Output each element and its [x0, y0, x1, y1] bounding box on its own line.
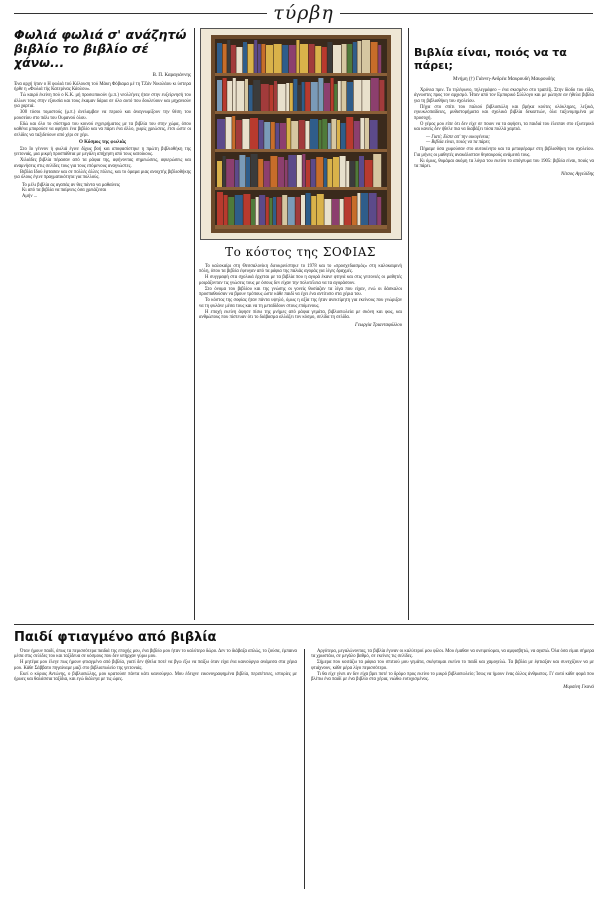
book-spine [270, 156, 277, 187]
book-spine [371, 78, 379, 111]
book-spine [297, 155, 302, 187]
book-spine [251, 199, 255, 225]
book-spine [371, 42, 378, 73]
paragraph: Στο Ιο γέννον ή φωλιά έγινε δίχως βοή και αποφασίστηκε η πρώτη βιβλιοθήκη της γειτονιάς, μια μικρή προσπάθεια με μεγάλη απήχηση από τους κατοίκους. [14, 147, 191, 158]
book-spine [318, 78, 323, 111]
book-spine [282, 195, 287, 225]
book-spine [377, 197, 381, 225]
book-spine [322, 47, 327, 73]
book-spine [333, 45, 341, 73]
book-spine [306, 160, 310, 187]
book-spine [324, 83, 330, 111]
book-spine [274, 44, 282, 73]
bookshelf-illustration [201, 29, 401, 239]
book-spine [275, 123, 279, 149]
quote-line: Το μέλι βιβλία ας αγαπάς αν θες πάντα να μαθαίνεις [22, 182, 121, 188]
book-spine [354, 80, 362, 111]
paragraph: Το καλοκαίρι στη Θεσσαλονίκη διευκρινίστηκε το 1978 και το «προσχεδιασμός» στη καλοκαιρινή πόλη, όπου τα βιβλία έφευγαν από τα ράφια της παλιάς αγοράς για λίγες δραχμές. [199, 264, 402, 275]
book-spine [316, 157, 323, 187]
book-spine [311, 159, 316, 187]
right-article-byline: Μνήμη (†) Γιάννη-Ανδρέα Μαυρουδή Μαυρουδής [453, 77, 555, 82]
book-spine [327, 159, 332, 187]
book-spine [232, 116, 235, 149]
book-spine [350, 161, 355, 187]
book-spine [332, 199, 339, 225]
book-spine [299, 120, 305, 149]
paragraph: Η συγγραφή στα σχολικά έρχεται με τα βιβλία που η αγορά έκανε φτηνά και στις γειτονιές οι μαθητές μοιράζονταν τις γνώσεις τους με όσους δεν είχαν την πολυτέλεια να τα αγοράσουν. [199, 275, 402, 286]
paragraph: Στο όνομα του βιβλίου και της γνώσης οι γονείς θυσίαζαν τα λίγα που είχαν, ενώ οι δάσκαλοι προσπαθούσαν να βρουν τρόπους ώστε κάθε παιδί να έχει ένα αντίτυπο στα χέρια του. [199, 286, 402, 298]
book-spine [306, 193, 311, 225]
book-spine [378, 45, 381, 73]
book-spine [278, 157, 284, 187]
book-spine [251, 154, 258, 187]
book-spine [223, 44, 227, 73]
book-spine [370, 120, 378, 149]
book-spine [369, 193, 377, 225]
left-article-title: Φωλιά φωλιά σ' ανάζητώ βιβλίο το βιβλίο σέ χάνω... [14, 28, 187, 70]
book-spine [379, 80, 384, 111]
book-spine [311, 82, 318, 111]
book-spine [324, 199, 331, 225]
book-spine [259, 195, 265, 225]
book-spine [256, 197, 259, 225]
book-spine [341, 81, 346, 111]
paragraph: Η εποχή εκείνη άφησε πίσω της μνήμες από ράφια γεμάτα, βιβλιοπωλεία με σκόνη και φως, και ανθρώπους που πίστευαν ότι το διάβασμα αλλάζει τον κόσμο, σελίδα τη σελίδα. [199, 309, 402, 321]
book-spine [296, 40, 299, 73]
book-spine [347, 82, 353, 111]
book-spine [355, 161, 358, 187]
quote-line: Αμήν ... [22, 193, 38, 199]
bottom-article-title: Παιδί φτιαγμένο από βιβλία [14, 630, 217, 645]
book-spine [319, 120, 322, 149]
book-spine [365, 118, 369, 149]
book-spine [286, 83, 289, 111]
quote-line: — Γιατί; Είστε απ' την οικογένεια; [426, 134, 490, 140]
book-spine [311, 196, 316, 225]
paragraph: Όταν ήμουν παιδί, όπως τα περισσότερα παιδιά της εποχής μου, ένα βιβλίο μου ήταν το καλύτερο δώρο. Δεν το διάβαζα απλώς, το ζούσα, έμπαινα μέσα στις σελίδες του και ταξίδευα σε κόσμους που δεν υπήρχαν γύρω μου. [14, 649, 297, 660]
book-spine [344, 197, 351, 225]
middle-article-title: Το κόστος της ΣΟΦΙΑΣ [225, 245, 376, 259]
book-spine [231, 45, 236, 73]
quote-line: — Βιβλία είναι, ποιός να τα πάρει; [426, 140, 491, 146]
book-spine [228, 197, 234, 225]
book-spine [246, 157, 250, 187]
book-spine [302, 154, 305, 187]
paragraph: Ο γέρος μου είπε ότι δεν είχε σε ποιον να τα αφήσει, τα παιδιά του έλειπαν στο εξωτερικό και κανείς δεν ήθελε πια να διαβάζει τόσα πολλά χαρτιά. [414, 121, 594, 133]
masthead-brand: τύρβη [273, 2, 334, 24]
column-divider-left [194, 28, 195, 620]
book-spine [274, 81, 277, 111]
book-spine [354, 121, 360, 149]
book-spine [322, 119, 327, 149]
book-spine [226, 117, 232, 149]
book-spine [333, 157, 339, 187]
book-spine [340, 156, 346, 187]
book-spine [362, 80, 370, 111]
book-spine [293, 79, 297, 111]
book-spine [248, 44, 254, 73]
book-spine [249, 85, 253, 111]
book-spine [360, 118, 364, 149]
masthead-rule-right [340, 13, 593, 14]
book-spine [266, 197, 269, 225]
book-spine [280, 123, 286, 149]
right-article [414, 46, 594, 620]
book-spine [282, 45, 288, 73]
left-article-body-b [14, 147, 191, 181]
paragraph: Εκεί ο κύριος Αντώνης, ο βιβλιοπώλης, μου κρατούσε πάντα κάτι καινούργιο. Μου έδειχνε εικονογραφημένα βιβλία, περιπέτειες, ιστορίες με ήρωες και θαλάσσια ταξίδια, και εγώ διάλεγα με τις ώρες. [14, 671, 297, 683]
book-spine [224, 195, 228, 225]
book-spine [365, 160, 373, 187]
book-spine [315, 46, 321, 73]
book-spine [277, 197, 282, 225]
book-spine [288, 155, 296, 187]
right-article-signature: Νίτσος Αγγελίδης [560, 171, 594, 177]
book-spine [217, 161, 222, 187]
quote-line: Κι από τα βιβλία να παίρνεις όσα χρειάζεσαι [22, 188, 107, 194]
column-divider-right [408, 28, 409, 620]
left-article-body-a [14, 82, 191, 138]
book-spine [334, 84, 337, 111]
book-spine [353, 42, 357, 73]
book-spine [347, 44, 352, 73]
book-spine [359, 156, 364, 187]
book-spine [259, 120, 264, 149]
book-spine [258, 44, 261, 73]
book-spine [243, 42, 247, 73]
bottom-article-body [14, 649, 594, 889]
book-spine [271, 122, 275, 149]
paragraph: Κι όμως, θυμάμαι ακόμη τα λόγια του εκείνο το απόγευμα του 1905: βιβλία είναι, ποιός να τα πάρει. [414, 158, 594, 170]
paragraph: Χρόνια πριν. Το τηλέφωνο, τηλεγράφεο – ένα σκισμένο στο τραπέζι. Στην δίοδο του είδα, άγνωστες προς τον αρχισμό. Ήταν από τον Εμπορικό Σύλλογο και με ρώτησε αν ήθελα βιβλία για τη βιβλιοθήκη του σχολείου. [414, 88, 594, 104]
paragraph: Εδώ και όλο το σύστημα του κοινού εγχειρήματος με τα βιβλία του στην χώρα, όπου καθένα μπορούσε να αφήσει ένα βιβλίο και να πάρει ένα άλλο, χωρίς χρεώσεις, έτσι ώστε οι σελίδες να ταξιδεύουν από χέρι σε χέρι. [14, 121, 191, 138]
book-spine [337, 120, 340, 149]
book-spine [227, 40, 230, 73]
book-spine [278, 84, 286, 111]
book-spine [287, 118, 291, 149]
book-spine [328, 123, 331, 149]
book-spine [289, 45, 296, 73]
book-spine [346, 161, 349, 187]
book-spine [217, 43, 222, 73]
book-spine [298, 85, 301, 111]
book-spine [346, 117, 353, 149]
left-article-subhead: Ο Κόσμος της φωλιάς [78, 140, 127, 146]
book-spine [317, 194, 324, 225]
book-spine [302, 82, 305, 111]
book-spine [254, 40, 257, 73]
book-spine [301, 195, 305, 225]
left-article [14, 28, 191, 623]
book-spine [331, 119, 336, 149]
book-spine [264, 122, 270, 149]
right-article-title: Βιβλία είναι, ποιός να τα πάρει; [414, 46, 567, 72]
book-spine [300, 44, 308, 73]
book-spine [361, 193, 368, 225]
book-spine [217, 119, 225, 149]
left-article-byline: Β. Π. Καραγιάννης [152, 73, 191, 78]
book-spine [235, 195, 243, 225]
book-spine [250, 118, 258, 149]
book-spine [226, 159, 234, 187]
book-spine [217, 80, 222, 111]
book-spine [309, 44, 315, 73]
book-spine [235, 160, 239, 187]
paragraph: Σήμερα που κοιτάζω τα ράφια του σπιτιού μου γεμάτα, σκέφτομαι εκείνο το παιδί και χαμογελώ. Τα βιβλία με έφτιαξαν και συνεχίζουν να με φτιάχνουν, κάθε μέρα λίγο περισσότερο. [311, 660, 594, 671]
paragraph: Χιλιάδες βιβλία πέρασαν από τα ράφια της, αφήνοντας σημειώσεις, αφιερώσεις και αναμνήσεις στις σελίδες τους για τους επόμενους αναγνώστες. [14, 158, 191, 169]
book-spine [269, 198, 272, 225]
book-spine [352, 196, 357, 225]
book-spine [305, 121, 309, 149]
book-spine [285, 160, 288, 187]
paragraph: Τώ καιρό έκείνη πού ο Κ.Κ. μή προσωπικούν (μ.π.) νεολλήνες ήταν στην ευξείρνησή του άλλων τους στην εξουσία και τους έκαμαν δάρια σε όλο αυτό που δουλεύουν και μηχανιούν για χαρτιά. [14, 93, 191, 110]
book-spine [305, 82, 310, 111]
book-spine [261, 44, 265, 73]
book-spine [269, 85, 273, 111]
book-spine [373, 154, 381, 187]
book-spine [245, 79, 248, 111]
left-article-quote [22, 183, 191, 199]
bottom-article-signature: Μυρσίνη Γκανά [563, 684, 594, 690]
book-spine [357, 193, 360, 225]
paragraph: Βιβλία Ιδού έφτασαν και σε πολλές άλλες πόλεις, και το όραμα μιας ανοιχτής βιβλιοθήκης για όλους έγινε πραγματικότητα για πολλούς. [14, 169, 191, 181]
book-spine [243, 194, 250, 225]
paragraph: Αργότερα, μεγαλώνοντας, τα βιβλία έγιναν οι καλύτεροί μου φίλοι. Μου έμαθαν να ονειρεύομαι, να αμφισβητώ, να αγαπώ. Όλα όσα είμαι σήμερα τα χρωστάω, σε μεγάλο βαθμό, σε εκείνες τις σελίδες. [311, 649, 594, 660]
paragraph: Πήραμε όσα χωρούσαν στο αυτοκίνητο και τα μεταφέραμε στη βιβλιοθήκη του σχολείου. Για μήνες οι μαθητές ανακάλυπταν θησαυρούς ανάμεσά τους. [414, 147, 594, 158]
book-spine [340, 199, 344, 225]
book-spine [341, 123, 346, 149]
book-spine [288, 197, 295, 225]
book-spine [266, 45, 273, 73]
book-spine [236, 120, 242, 149]
book-spine [236, 81, 244, 111]
book-spine [331, 78, 334, 111]
middle-article [199, 245, 402, 620]
book-spine [273, 197, 276, 225]
section-divider [14, 624, 594, 625]
book-spine [242, 119, 249, 149]
book-spine [227, 81, 232, 111]
book-spine [233, 78, 236, 111]
book-spine [223, 156, 226, 187]
book-spine [239, 155, 245, 187]
book-spine [324, 158, 327, 187]
bookshelf-photo [200, 28, 402, 240]
book-spine [362, 40, 370, 73]
book-spine [291, 121, 298, 149]
book-spine [338, 81, 341, 111]
paragraph: Τι θα είχε γίνει αν δεν είχα βρει ποτέ το δρόμο προς εκείνο το μικρό βιβλιοπωλείο; Ίσως να ήμουν ένας άλλος άνθρωπος. Γι' αυτό κάθε φορά που βλέπω ένα παιδί με ένα βιβλίο στα χέρια, νιώθω ευτυχισμένος. [311, 671, 594, 683]
book-spine [236, 47, 242, 73]
right-article-quote [426, 135, 594, 146]
book-spine [258, 159, 263, 187]
paragraph: 300 τόσοι τομιστούς (μ.π.) άνελαμβαν να περιού και άναγνωμίζουν την θέση του μουσείου στο πάλι του Ουρανού όλου. [14, 110, 191, 121]
book-spine [217, 192, 223, 225]
book-spine [327, 42, 332, 73]
book-spine [261, 84, 269, 111]
book-spine [310, 119, 318, 149]
book-spine [264, 161, 270, 187]
book-spine [253, 80, 260, 111]
book-spine [223, 78, 227, 111]
paragraph: Το κόστος της σοφίας ήταν πάντα υψηλό, όμως η αξία της ήταν ανεκτίμητη για εκείνους που γνώριζαν να τη φυλάνε μέσα τους και να τη μεταδίδουν στους επόμενους. [199, 298, 402, 309]
book-spine [357, 41, 361, 73]
middle-article-signature: Γεωργία Τριανταφύλλου [355, 322, 402, 328]
masthead [0, 0, 607, 26]
bottom-article [14, 630, 594, 892]
paragraph: Ένα αρχή ήταν ο Η φωλιά τού Κόλουση τού Μάκη Φόβιαμα μέ τη ΤΖάν Νικολάου κι ύστερα ήρθε η «Φωλιά τής Κατερίνας Κάολου». [14, 82, 191, 93]
book-spine [290, 83, 293, 111]
paragraph: Η μητέρα μου έλεγε πως ήμουν φτιαγμένο από βιβλία, γιατί δεν ήθελα ποτέ να βγω έξω να παίξω όταν είχα ένα καινούργιο ανάμεσα στα χέρια μου. Κάθε Σάββατο πηγαίναμε μαζί στο βιβλιοπωλείο της γειτονιάς. [14, 660, 297, 671]
paragraph: Πήγα στο σπίτι του παλιού βιβλιοπώλη και βρήκα κούτες ολόκληρες, λεξικά, εγκυκλοπαίδειες, μυθιστορήματα και σχολικά βιβλία δεκαετιών, όλα ταξινομημένα με προσοχή. [414, 104, 594, 121]
book-spine [342, 44, 347, 73]
book-spine [295, 197, 300, 225]
